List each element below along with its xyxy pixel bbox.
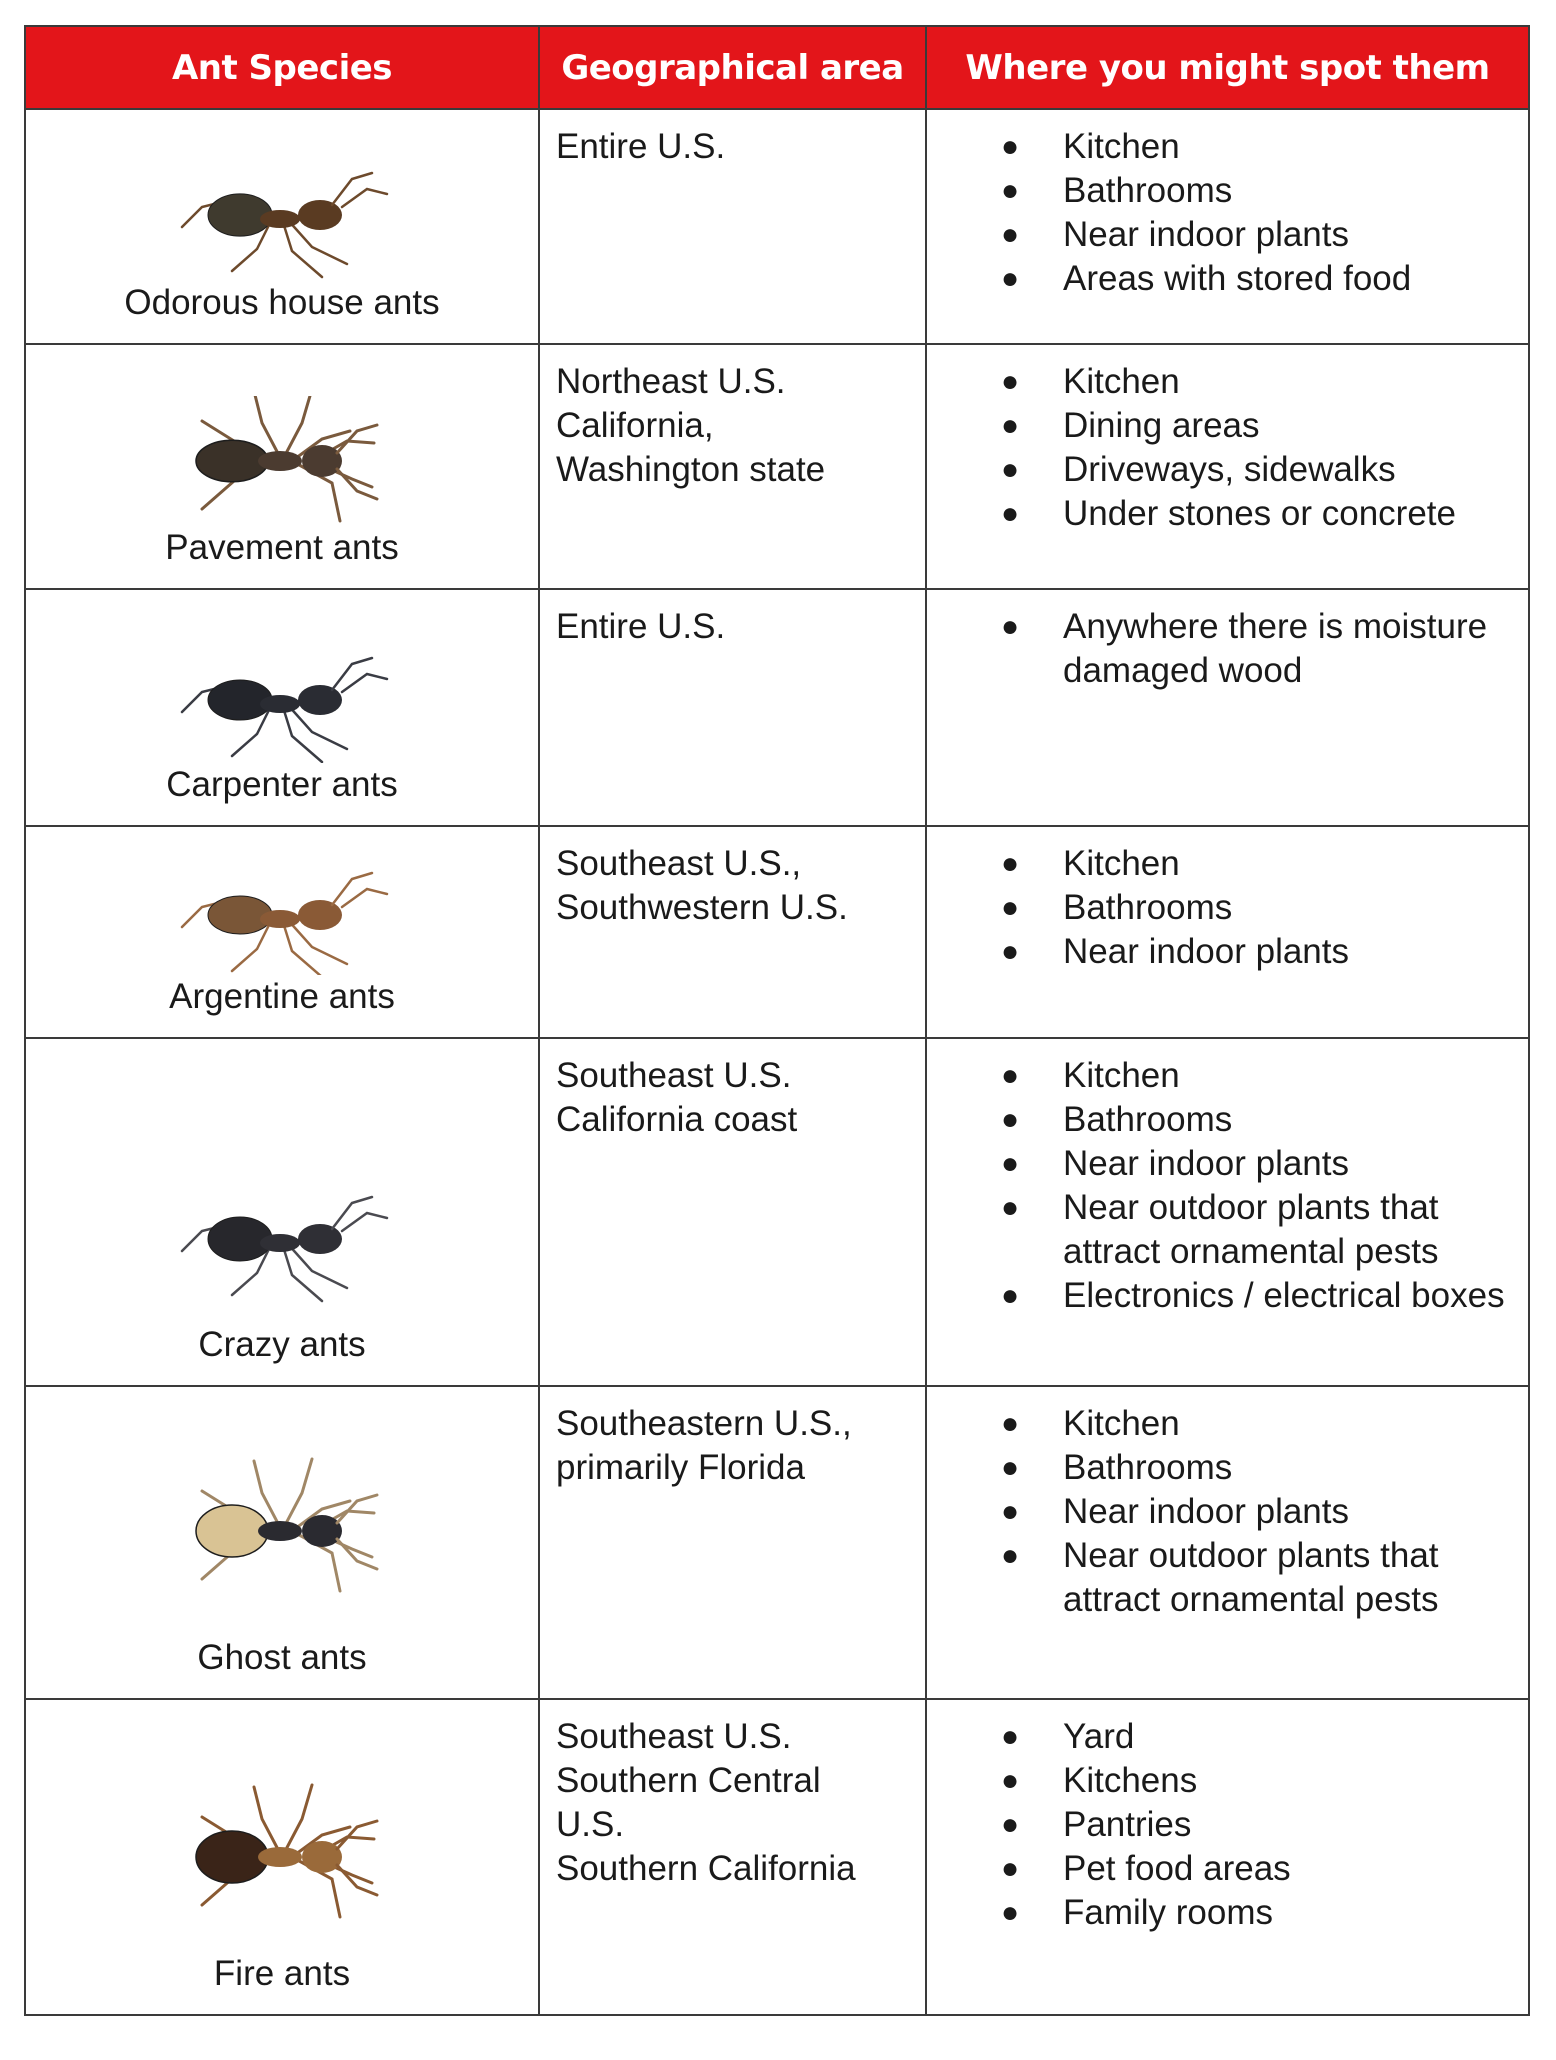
geographical-area-cell bbox=[539, 1038, 926, 1386]
spot-text: Near indoor plants bbox=[1063, 932, 1349, 971]
spot-list bbox=[927, 1402, 1520, 1622]
spot-list-item bbox=[927, 1446, 1520, 1490]
spot-text: Kitchen bbox=[1063, 1404, 1180, 1443]
spot-text: Pet food areas bbox=[1063, 1849, 1291, 1888]
spot-list-item bbox=[927, 930, 1520, 974]
where-to-spot-cell bbox=[926, 1699, 1529, 2015]
ant-fire-icon bbox=[26, 1762, 538, 1952]
spot-list-item bbox=[927, 1490, 1520, 1534]
where-to-spot-cell bbox=[926, 826, 1529, 1038]
spot-list bbox=[927, 1054, 1520, 1318]
header-geographical-area: Geographical area bbox=[539, 26, 926, 109]
bullet-icon: ● bbox=[1001, 1191, 1020, 1224]
spot-text: Bathrooms bbox=[1063, 1448, 1233, 1487]
bullet-icon: ● bbox=[1001, 1103, 1020, 1136]
bullet-icon: ● bbox=[1001, 1147, 1020, 1180]
species-cell bbox=[25, 589, 539, 826]
spot-list-item bbox=[927, 1142, 1520, 1186]
spot-text: Pantries bbox=[1063, 1805, 1192, 1844]
ant-illustration bbox=[162, 645, 402, 763]
area-line: Southern Central bbox=[556, 1761, 821, 1800]
bullet-icon: ● bbox=[1001, 262, 1020, 295]
bullet-icon: ● bbox=[1001, 935, 1020, 968]
ant-illustration bbox=[162, 1762, 402, 1952]
bullet-icon: ● bbox=[1001, 1764, 1020, 1797]
bullet-icon: ● bbox=[1001, 1059, 1020, 1092]
where-to-spot-cell bbox=[926, 589, 1529, 826]
geographical-area-cell bbox=[539, 1699, 926, 2015]
ant-illustration bbox=[162, 863, 402, 975]
spot-text: Kitchen bbox=[1063, 1056, 1180, 1095]
bullet-icon: ● bbox=[1001, 1495, 1020, 1528]
header-ant-species: Ant Species bbox=[25, 26, 539, 109]
bullet-icon: ● bbox=[1001, 1852, 1020, 1885]
bullet-icon: ● bbox=[1001, 1720, 1020, 1753]
area-line: Southwestern U.S. bbox=[556, 888, 848, 927]
ant-carpenter-icon bbox=[26, 645, 538, 763]
spot-list bbox=[927, 360, 1520, 536]
spot-text: Driveways, sidewalks bbox=[1063, 450, 1396, 489]
bullet-icon: ● bbox=[1001, 1539, 1020, 1572]
table-row bbox=[25, 589, 1529, 826]
spot-list-item bbox=[927, 125, 1520, 169]
table-row bbox=[25, 1038, 1529, 1386]
ant-illustration bbox=[162, 1163, 402, 1323]
table-row bbox=[25, 826, 1529, 1038]
table-row bbox=[25, 344, 1529, 589]
ant-argentine-icon bbox=[26, 863, 538, 975]
bullet-icon: ● bbox=[1001, 218, 1020, 251]
spot-list-item bbox=[927, 1759, 1520, 1803]
spot-text: Anywhere there is moisture damaged wood bbox=[1063, 607, 1488, 690]
bullet-icon: ● bbox=[1001, 453, 1020, 486]
table-row bbox=[25, 109, 1529, 344]
spot-text: Bathrooms bbox=[1063, 171, 1233, 210]
area-line: California, bbox=[556, 406, 714, 445]
area-line: Southern California bbox=[556, 1849, 856, 1888]
species-name: Ghost ants bbox=[197, 1638, 367, 1677]
species-name: Fire ants bbox=[213, 1954, 351, 1993]
geographical-area-cell bbox=[539, 589, 926, 826]
spot-text: Areas with stored food bbox=[1063, 259, 1412, 298]
ant-pavement-icon bbox=[26, 396, 538, 526]
area-line: Entire U.S. bbox=[556, 127, 726, 166]
ant-species-table-container bbox=[24, 25, 1528, 2035]
spot-list-item bbox=[927, 1803, 1520, 1847]
spot-text: Kitchen bbox=[1063, 127, 1180, 166]
ant-illustration bbox=[162, 1426, 402, 1636]
species-name: Pavement ants bbox=[165, 528, 399, 567]
species-cell bbox=[25, 826, 539, 1038]
table-header-row bbox=[25, 26, 1529, 109]
bullet-icon: ● bbox=[1001, 174, 1020, 207]
spot-list-item bbox=[927, 257, 1520, 301]
ant-crazy-icon bbox=[26, 1163, 538, 1323]
ant-species-table bbox=[24, 25, 1530, 2016]
area-line: Southeast U.S., bbox=[556, 844, 802, 883]
spot-list-item bbox=[927, 1534, 1520, 1622]
area-line: Northeast U.S. bbox=[556, 362, 786, 401]
spot-list-item bbox=[927, 492, 1520, 536]
spot-list-item bbox=[927, 886, 1520, 930]
spot-list-item bbox=[927, 213, 1520, 257]
bullet-icon: ● bbox=[1001, 1279, 1020, 1312]
species-name: Argentine ants bbox=[169, 977, 395, 1016]
spot-text: Under stones or concrete bbox=[1063, 494, 1456, 533]
area-line: Washington state bbox=[556, 450, 826, 489]
area-line: Southeast U.S. bbox=[556, 1717, 792, 1756]
spot-list-item bbox=[927, 448, 1520, 492]
spot-list-item bbox=[927, 1274, 1520, 1318]
spot-text: Near indoor plants bbox=[1063, 1144, 1349, 1183]
bullet-icon: ● bbox=[1001, 610, 1020, 643]
area-line: California coast bbox=[556, 1100, 798, 1139]
spot-text: Near indoor plants bbox=[1063, 215, 1349, 254]
spot-list-item bbox=[927, 360, 1520, 404]
spot-text: Dining areas bbox=[1063, 406, 1260, 445]
species-cell bbox=[25, 109, 539, 344]
spot-text: Near indoor plants bbox=[1063, 1492, 1349, 1531]
geographical-area-cell bbox=[539, 1386, 926, 1699]
spot-text: Near outdoor plants that attract ornamental pests bbox=[1063, 1536, 1439, 1619]
spot-text: Kitchen bbox=[1063, 844, 1180, 883]
species-name: Carpenter ants bbox=[166, 765, 398, 804]
spot-text: Electronics / electrical boxes bbox=[1063, 1276, 1505, 1315]
bullet-icon: ● bbox=[1001, 1896, 1020, 1929]
spot-list-item bbox=[927, 1054, 1520, 1098]
ant-illustration bbox=[162, 396, 402, 526]
ant-ghost-icon bbox=[26, 1426, 538, 1636]
spot-list bbox=[927, 842, 1520, 974]
area-line: Southeastern U.S., bbox=[556, 1404, 852, 1443]
bullet-icon: ● bbox=[1001, 847, 1020, 880]
species-cell bbox=[25, 1699, 539, 2015]
spot-text: Near outdoor plants that attract ornamental pests bbox=[1063, 1188, 1439, 1271]
spot-list bbox=[927, 605, 1520, 693]
area-line: U.S. bbox=[556, 1805, 625, 1844]
species-cell bbox=[25, 1386, 539, 1699]
spot-list-item bbox=[927, 1715, 1520, 1759]
spot-list-item bbox=[927, 1847, 1520, 1891]
spot-list-item bbox=[927, 1402, 1520, 1446]
geographical-area-cell bbox=[539, 109, 926, 344]
table-row bbox=[25, 1699, 1529, 2015]
area-line: Southeast U.S. bbox=[556, 1056, 792, 1095]
spot-list-item bbox=[927, 169, 1520, 213]
spot-list-item bbox=[927, 404, 1520, 448]
bullet-icon: ● bbox=[1001, 365, 1020, 398]
bullet-icon: ● bbox=[1001, 130, 1020, 163]
spot-text: Bathrooms bbox=[1063, 1100, 1233, 1139]
geographical-area-cell bbox=[539, 826, 926, 1038]
spot-text: Bathrooms bbox=[1063, 888, 1233, 927]
header-where-you-might-spot-them: Where you might spot them bbox=[926, 26, 1529, 109]
bullet-icon: ● bbox=[1001, 1407, 1020, 1440]
ant-odorous-house-icon bbox=[26, 157, 538, 281]
spot-list-item bbox=[927, 842, 1520, 886]
bullet-icon: ● bbox=[1001, 497, 1020, 530]
spot-list-item bbox=[927, 1098, 1520, 1142]
where-to-spot-cell bbox=[926, 344, 1529, 589]
bullet-icon: ● bbox=[1001, 1451, 1020, 1484]
where-to-spot-cell bbox=[926, 1038, 1529, 1386]
bullet-icon: ● bbox=[1001, 1808, 1020, 1841]
bullet-icon: ● bbox=[1001, 409, 1020, 442]
where-to-spot-cell bbox=[926, 1386, 1529, 1699]
spot-text: Yard bbox=[1063, 1717, 1135, 1756]
geographical-area-cell bbox=[539, 344, 926, 589]
spot-text: Kitchen bbox=[1063, 362, 1180, 401]
spot-list-item bbox=[927, 605, 1520, 693]
spot-list bbox=[927, 125, 1520, 301]
spot-text: Family rooms bbox=[1063, 1893, 1274, 1932]
ant-illustration bbox=[162, 157, 402, 281]
species-cell bbox=[25, 344, 539, 589]
spot-text: Kitchens bbox=[1063, 1761, 1198, 1800]
species-name: Odorous house ants bbox=[124, 283, 440, 322]
bullet-icon: ● bbox=[1001, 891, 1020, 924]
area-line: primarily Florida bbox=[556, 1448, 805, 1487]
area-line: Entire U.S. bbox=[556, 607, 726, 646]
where-to-spot-cell bbox=[926, 109, 1529, 344]
spot-list bbox=[927, 1715, 1520, 1935]
spot-list-item bbox=[927, 1891, 1520, 1935]
species-name: Crazy ants bbox=[198, 1325, 366, 1364]
table-row bbox=[25, 1386, 1529, 1699]
species-cell bbox=[25, 1038, 539, 1386]
spot-list-item bbox=[927, 1186, 1520, 1274]
